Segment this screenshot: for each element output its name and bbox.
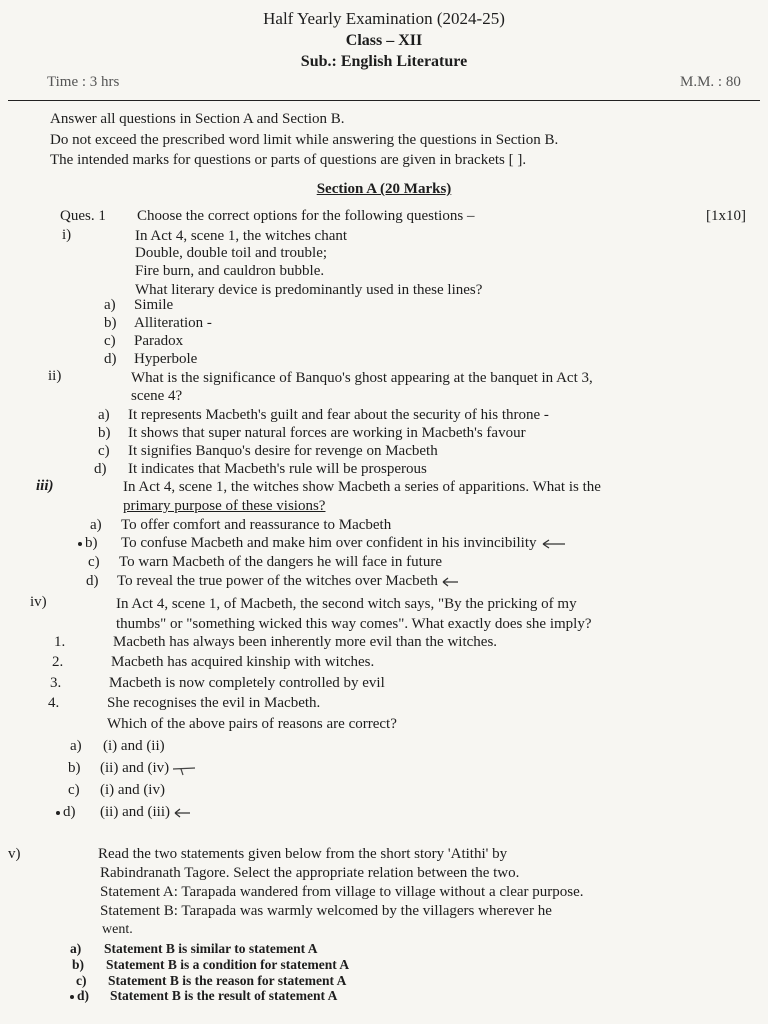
question-marks: [1x10] [706, 208, 746, 224]
exam-title: Half Yearly Examination (2024-25) [263, 9, 505, 28]
tick-mark-icon [70, 995, 74, 999]
subquestion-number: v) [8, 846, 21, 862]
option-letter: c) [104, 333, 116, 349]
section-title: Section A (20 Marks) [316, 181, 452, 197]
option-letter: c) [98, 443, 110, 459]
question-line: Double, double toil and trouble; [135, 245, 328, 261]
option-text-content: (ii) and (iii) [100, 804, 170, 820]
option-text-content: To reveal the true power of the witches over Macbeth [117, 573, 438, 589]
option-text: It indicates that Macbeth's rule will be prosperous [128, 461, 427, 477]
instruction-line: The intended marks for questions or parts of questions are given in brackets [ ]. [50, 152, 527, 168]
question-line: In Act 4, scene 1, of Macbeth, the second witch says, "By the pricking of my [116, 596, 577, 612]
option-text-content: To confuse Macbeth and make him over confident in his invincibility [121, 535, 537, 551]
arrow-mark-icon [539, 538, 567, 550]
statement-number: 3. [50, 675, 62, 691]
option-letter-text: b) [85, 535, 98, 551]
option-text: Statement B is a condition for statement A [106, 957, 350, 972]
option-text: Statement B is the reason for statement A [108, 973, 347, 988]
instruction-line: Do not exceed the prescribed word limit while answering the questions in Section B. [50, 132, 559, 148]
question-line: In Act 4, scene 1, the witches show Macbeth a series of apparitions. What is the [123, 479, 601, 495]
question-line: went. [102, 922, 133, 937]
question-line: Statement A: Tarapada wandered from village to village without a clear purpose. [100, 884, 584, 900]
option-letter: a) [90, 517, 102, 533]
question-prompt: Which of the above pairs of reasons are correct? [107, 716, 397, 732]
option-letter: c) [68, 782, 80, 798]
question-line: In Act 4, scene 1, the witches chant [135, 228, 348, 244]
subquestion-number: i) [62, 227, 72, 243]
subquestion-number: ii) [48, 368, 62, 384]
option-letter-text: d) [77, 988, 90, 1003]
option-text: Statement B is the result of statement A [110, 988, 338, 1003]
option-letter: b) [104, 315, 117, 331]
option-text [100, 804, 192, 821]
option-letter [70, 988, 89, 1004]
question-line: What literary device is predominantly used in these lines? [135, 282, 483, 298]
statement-text: She recognises the evil in Macbeth. [107, 695, 321, 711]
subquestion-number: iv) [30, 594, 47, 610]
option-letter: c) [88, 554, 100, 570]
option-text: Paradox [134, 333, 184, 349]
question-line: Read the two statements given below from the short story 'Atithi' by [98, 846, 508, 862]
option-text [117, 573, 460, 590]
question-line: thumbs" or "something wicked this way comes". What exactly does she imply? [116, 616, 592, 632]
instruction-line: Answer all questions in Section A and Section B. [50, 111, 345, 127]
statement-text: Macbeth has always been inherently more evil than the witches. [113, 634, 498, 650]
option-letter: d) [104, 351, 117, 367]
question-line: primary purpose of these visions? [123, 498, 326, 514]
option-text: To offer comfort and reassurance to Macbeth [121, 517, 392, 533]
scribble-mark-icon [171, 762, 197, 776]
option-text: To warn Macbeth of the dangers he will face in future [119, 554, 442, 570]
option-letter: c) [76, 973, 87, 988]
max-marks-label: M.M. : 80 [680, 74, 741, 90]
question-line: What is the significance of Banquo's ghost appearing at the banquet in Act 3, [131, 370, 593, 386]
question-line: scene 4? [131, 388, 183, 404]
question-line: Fire burn, and cauldron bubble. [135, 263, 325, 279]
option-letter-text: d) [63, 804, 76, 820]
statement-text: Macbeth has acquired kinship with witches. [111, 654, 375, 670]
option-letter: a) [70, 941, 82, 956]
option-text: Statement B is similar to statement A [104, 941, 318, 956]
option-letter: a) [104, 297, 116, 313]
option-text-content: (ii) and (iv) [100, 760, 170, 776]
subject-label: Sub.: English Literature [300, 53, 468, 70]
question-label: Ques. 1 [60, 208, 106, 224]
option-text [121, 535, 567, 552]
statement-number: 2. [52, 654, 64, 670]
tick-mark-icon [78, 542, 82, 546]
option-letter: b) [72, 957, 85, 972]
option-letter: b) [98, 425, 111, 441]
option-text: Alliteration - [134, 315, 212, 331]
option-letter: b) [68, 760, 81, 776]
header-divider [8, 100, 760, 101]
option-letter [56, 804, 76, 821]
option-text: Hyperbole [134, 351, 198, 367]
option-text: It signifies Banquo's desire for revenge on Macbeth [128, 443, 438, 459]
option-letter: d) [86, 573, 99, 589]
arrow-mark-icon [172, 807, 192, 819]
class-label: Class – XII [345, 32, 423, 49]
option-text: (i) and (ii) [103, 738, 165, 754]
option-text: Simile [134, 297, 174, 313]
option-text [100, 760, 197, 777]
tick-mark-icon [56, 811, 60, 815]
question-line: Rabindranath Tagore. Select the appropriate relation between the two. [100, 865, 520, 881]
arrow-mark-icon [440, 576, 460, 588]
statement-text: Macbeth is now completely controlled by evil [109, 675, 385, 691]
question-line: Statement B: Tarapada was warmly welcomed by the villagers wherever he [100, 903, 552, 919]
statement-number: 1. [54, 634, 66, 650]
subquestion-number: iii) [36, 478, 54, 494]
option-letter: a) [70, 738, 82, 754]
option-text: It represents Macbeth's guilt and fear about the security of his throne - [128, 407, 549, 423]
option-letter: d) [94, 461, 107, 477]
option-letter: a) [98, 407, 110, 423]
question-instruction: Choose the correct options for the following questions – [137, 208, 475, 224]
statement-number: 4. [48, 695, 60, 711]
option-text: It shows that super natural forces are working in Macbeth's favour [128, 425, 526, 441]
time-label: Time : 3 hrs [47, 74, 120, 90]
option-letter [78, 535, 98, 552]
option-text: (i) and (iv) [100, 782, 165, 798]
